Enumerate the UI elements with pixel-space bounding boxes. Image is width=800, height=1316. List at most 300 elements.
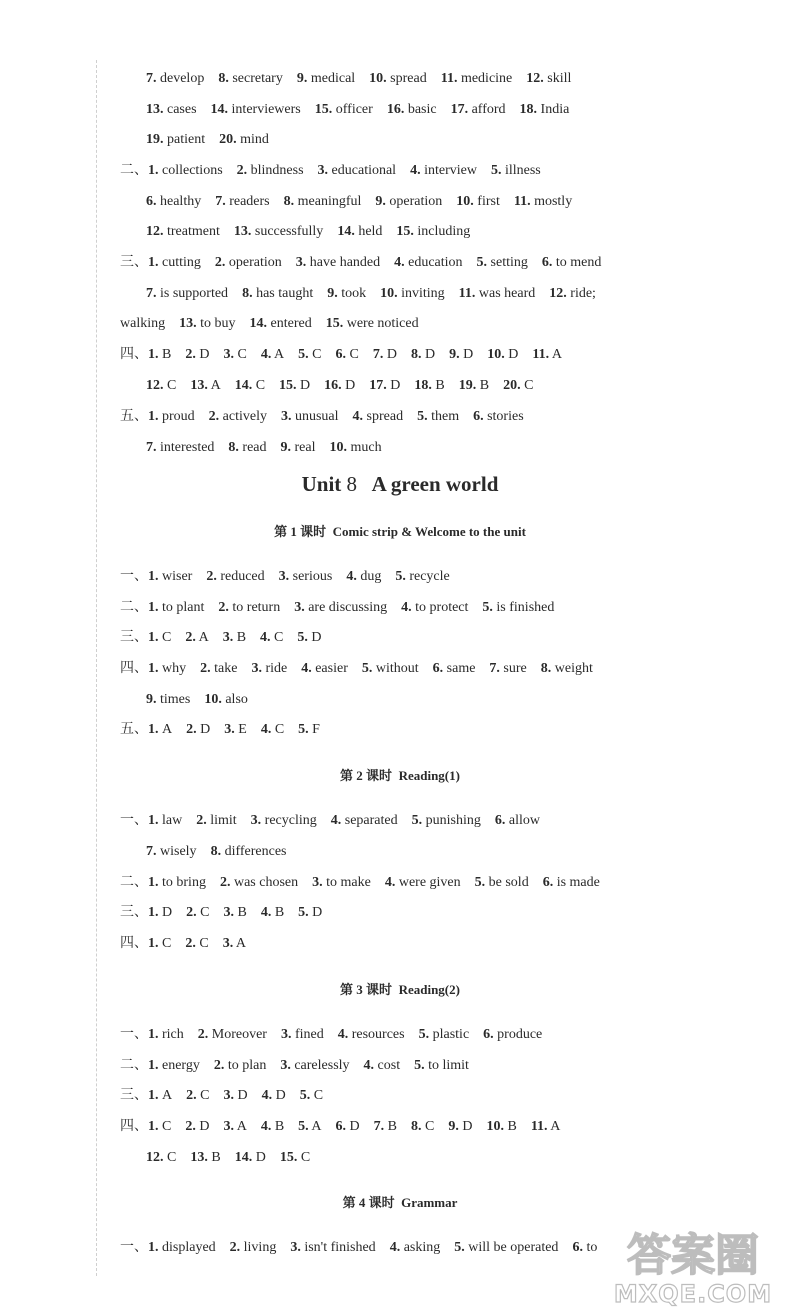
answer-text: C	[167, 378, 177, 393]
answer-item	[223, 905, 246, 920]
answer-item	[280, 1150, 310, 1165]
answer-text: C	[274, 630, 284, 645]
answer-number: 4.	[352, 409, 364, 424]
lesson-title: Reading(2)	[398, 982, 460, 997]
lesson-heading-1	[0, 522, 800, 542]
lesson-heading-4	[0, 1193, 800, 1213]
answer-number: 12.	[146, 378, 164, 393]
watermark-main-text: 答案圈	[627, 1230, 759, 1281]
answer-item	[297, 630, 321, 645]
answer-text: isn't finished	[304, 1240, 376, 1255]
answer-number: 6.	[335, 347, 347, 362]
answer-text: afford	[471, 102, 506, 117]
answer-number: 3.	[317, 163, 329, 178]
answer-number: 2.	[229, 1240, 241, 1255]
answer-text: A	[162, 722, 173, 737]
answer-item	[297, 71, 355, 86]
answer-line	[120, 719, 780, 741]
answer-item	[298, 1119, 321, 1134]
answer-line	[120, 1055, 780, 1077]
answer-text: entered	[270, 316, 312, 331]
answer-item	[223, 1119, 246, 1134]
answer-text: resources	[351, 1027, 405, 1042]
answer-text: B	[387, 1119, 397, 1134]
answer-item	[219, 132, 269, 147]
answer-text: sure	[503, 661, 527, 676]
answer-number: 7.	[146, 440, 157, 455]
answer-text: C	[313, 1088, 324, 1103]
answer-line	[120, 1085, 780, 1107]
answer-item	[346, 569, 381, 584]
answer-item	[186, 905, 209, 920]
answer-item	[419, 1027, 470, 1042]
answer-item	[148, 569, 192, 584]
answer-item	[364, 1058, 401, 1073]
answer-number: 11.	[458, 286, 476, 301]
answer-item	[414, 1058, 469, 1073]
answer-text: to	[586, 1240, 598, 1255]
answer-number: 7.	[146, 844, 157, 859]
answer-text: cases	[167, 102, 197, 117]
answer-item	[451, 102, 506, 117]
answer-item	[215, 194, 269, 209]
answer-item	[331, 813, 398, 828]
watermark-domain-text: MXQE.COM	[613, 1280, 773, 1308]
answer-text: have handed	[309, 255, 381, 270]
answer-item	[298, 905, 322, 920]
answer-text: C	[524, 378, 534, 393]
answer-text: B	[237, 905, 247, 920]
answer-item	[473, 409, 524, 424]
answer-item	[214, 1058, 267, 1073]
answer-number: 5.	[395, 569, 406, 584]
answer-number: 13.	[190, 378, 208, 393]
answer-number: 11.	[532, 347, 550, 362]
answer-text: law	[162, 813, 183, 828]
lesson-title: Reading(1)	[398, 768, 460, 783]
answer-item	[520, 102, 570, 117]
answer-number: 2.	[185, 630, 196, 645]
answer-text: ride	[265, 661, 288, 676]
answer-number: 5.	[411, 813, 423, 828]
answer-text: reduced	[220, 569, 265, 584]
answer-item	[261, 905, 284, 920]
answer-text: E	[238, 722, 247, 737]
answer-number: 2.	[185, 347, 196, 362]
answer-item	[448, 1119, 472, 1134]
answer-text: be sold	[488, 875, 529, 890]
answer-number: 9.	[375, 194, 386, 209]
answer-text: C	[237, 347, 247, 362]
answer-text: B	[507, 1119, 517, 1134]
answer-text: C	[255, 378, 266, 393]
answer-text: D	[275, 1088, 286, 1103]
answer-text: A	[311, 1119, 322, 1134]
answer-item	[211, 102, 301, 117]
answer-text: skill	[547, 71, 572, 86]
answer-text: A	[274, 347, 285, 362]
answer-line	[146, 841, 800, 863]
answer-number: 4.	[337, 1027, 349, 1042]
answer-text: C	[312, 347, 322, 362]
answer-number: 3.	[223, 1119, 234, 1134]
answer-item	[281, 440, 316, 455]
answer-number: 12.	[146, 1150, 164, 1165]
answer-text: dug	[360, 569, 382, 584]
answer-item	[526, 71, 571, 86]
answer-text: to return	[232, 600, 281, 615]
answer-number: 2.	[197, 1027, 209, 1042]
answer-item	[514, 194, 572, 209]
answer-number: 3.	[224, 722, 235, 737]
answer-number: 14.	[249, 316, 267, 331]
answer-number: 19.	[146, 132, 164, 147]
answer-item	[337, 224, 382, 239]
answer-text: spread	[390, 71, 427, 86]
answer-number: 5.	[297, 630, 308, 645]
answer-text: unusual	[294, 409, 339, 424]
answer-text: to protect	[415, 600, 469, 615]
answer-number: 7.	[489, 661, 500, 676]
answer-number: 3.	[290, 1240, 301, 1255]
answer-text: B	[274, 1119, 285, 1134]
answer-line	[146, 68, 800, 90]
answer-text: them	[431, 409, 460, 424]
answer-text: setting	[490, 255, 528, 270]
section-marker: 三、	[120, 905, 148, 920]
answer-item	[146, 378, 176, 393]
answer-item	[237, 163, 304, 178]
answer-item	[531, 1119, 561, 1134]
answer-number: 15.	[314, 102, 333, 117]
answer-item	[294, 600, 387, 615]
answer-text: cutting	[162, 255, 201, 270]
answer-item	[281, 409, 339, 424]
answer-text: B	[162, 347, 172, 362]
answer-item	[279, 569, 333, 584]
answer-item	[298, 722, 320, 737]
answer-item	[186, 722, 210, 737]
answer-number: 11.	[530, 1119, 548, 1134]
answer-number: 19.	[458, 378, 477, 393]
answer-number: 3.	[223, 1088, 234, 1103]
answer-item	[353, 409, 404, 424]
answer-number: 10.	[329, 440, 347, 455]
answer-number: 4.	[261, 1088, 273, 1103]
answer-text: medical	[310, 71, 356, 86]
section-marker: 一、	[120, 569, 148, 584]
section-marker: 四、	[120, 1119, 148, 1134]
answer-number: 1.	[148, 875, 159, 890]
answer-text: spread	[366, 409, 404, 424]
answer-item	[414, 378, 444, 393]
answer-number: 8.	[242, 286, 253, 301]
answer-item	[475, 875, 529, 890]
answer-number: 1.	[148, 255, 159, 270]
answer-item	[148, 661, 186, 676]
answer-number: 5.	[418, 1027, 430, 1042]
answer-number: 8.	[410, 347, 422, 362]
answer-text: allow	[508, 813, 540, 828]
answer-text: A	[236, 1119, 247, 1134]
answer-text: D	[424, 347, 436, 362]
answer-text: stories	[487, 409, 524, 424]
answer-item	[235, 1150, 266, 1165]
answer-number: 9.	[280, 440, 292, 455]
answer-number: 2.	[208, 409, 220, 424]
answer-number: 10.	[369, 71, 387, 86]
section-marker: 五、	[120, 409, 148, 424]
answer-line	[120, 810, 780, 832]
watermark-logo	[598, 1218, 788, 1308]
answer-item	[220, 875, 298, 890]
answer-item	[204, 692, 248, 707]
answer-item	[491, 163, 541, 178]
answer-number: 1.	[148, 569, 159, 584]
answer-item	[456, 194, 500, 209]
answer-text: to make	[326, 875, 371, 890]
answer-text: develop	[160, 71, 205, 86]
section-marker: 一、	[120, 813, 148, 828]
answer-number: 2.	[214, 255, 226, 270]
answer-number: 6.	[483, 1027, 494, 1042]
answer-item	[489, 661, 526, 676]
answer-number: 18.	[414, 378, 432, 393]
answer-number: 6.	[146, 194, 157, 209]
answer-item	[179, 316, 235, 331]
answer-item	[146, 132, 205, 147]
answer-text: collections	[162, 163, 223, 178]
answer-text: will be operated	[468, 1240, 559, 1255]
answer-line	[146, 129, 800, 151]
answer-line	[146, 191, 800, 213]
answer-text: times	[160, 692, 191, 707]
answer-text: D	[237, 1088, 248, 1103]
answer-text: healthy	[160, 194, 202, 209]
section-marker: 一、	[120, 1240, 148, 1255]
answer-number: 8.	[218, 71, 229, 86]
answer-number: 2.	[186, 1088, 197, 1103]
answer-text: D	[312, 905, 323, 920]
answer-text: A	[210, 378, 221, 393]
answer-item	[279, 378, 310, 393]
answer-line	[146, 283, 800, 305]
answer-text: to buy	[200, 316, 236, 331]
answer-number: 1.	[148, 936, 159, 951]
section-marker: 二、	[120, 600, 148, 615]
answer-text: first	[477, 194, 500, 209]
answer-number: 2.	[213, 1058, 225, 1073]
answer-number: 4.	[346, 569, 357, 584]
answer-number: 18.	[519, 102, 538, 117]
answer-number: 3.	[222, 630, 234, 645]
answer-item	[549, 286, 596, 301]
answer-number: 15.	[279, 378, 297, 393]
answer-item	[482, 600, 554, 615]
answer-number: 3.	[278, 569, 290, 584]
answer-item	[312, 875, 371, 890]
answer-number: 9.	[448, 1119, 459, 1134]
answer-text: is finished	[496, 600, 555, 615]
answer-text: serious	[292, 569, 333, 584]
answer-number: 6.	[542, 875, 554, 890]
answer-text: real	[294, 440, 316, 455]
answer-text: B	[435, 378, 445, 393]
answer-text: A	[551, 347, 562, 362]
answer-text: walking	[120, 316, 166, 331]
answer-number: 11.	[440, 71, 458, 86]
answer-item	[380, 286, 445, 301]
answer-item	[395, 569, 449, 584]
answer-number: 8.	[411, 1119, 422, 1134]
answer-number: 1.	[148, 1058, 159, 1073]
answer-line	[120, 252, 780, 274]
answer-text: wisely	[160, 844, 197, 859]
answer-number: 1.	[148, 630, 159, 645]
answer-text: Moreover	[211, 1027, 267, 1042]
unit-title	[0, 470, 800, 498]
answer-line	[120, 933, 780, 955]
answer-text: wiser	[162, 569, 193, 584]
section-marker: 五、	[120, 722, 148, 737]
answer-number: 4.	[260, 905, 272, 920]
answer-text: D	[390, 378, 401, 393]
answer-item	[148, 1058, 200, 1073]
answer-text: living	[243, 1240, 277, 1255]
answer-number: 9.	[327, 286, 338, 301]
answer-item	[235, 378, 265, 393]
answer-text: to plan	[227, 1058, 267, 1073]
answer-item	[503, 378, 533, 393]
answer-text: take	[214, 661, 238, 676]
answer-number: 3.	[280, 409, 292, 424]
answer-number: 5.	[298, 347, 309, 362]
answer-item	[215, 255, 282, 270]
answer-item	[120, 316, 165, 331]
unit-name: A green world	[371, 472, 499, 496]
answer-text: D	[199, 347, 210, 362]
answer-item	[185, 1119, 209, 1134]
answer-item	[394, 255, 462, 270]
answer-text: D	[345, 378, 356, 393]
answer-line	[120, 597, 780, 619]
answer-text: was heard	[478, 286, 536, 301]
answer-item	[541, 661, 593, 676]
answer-line	[120, 160, 780, 182]
answer-number: 6.	[473, 409, 484, 424]
section-marker: 四、	[120, 661, 148, 676]
answer-text: C	[200, 1088, 210, 1103]
answer-number: 8.	[210, 844, 222, 859]
answer-text: readers	[229, 194, 270, 209]
answer-text: D	[162, 905, 173, 920]
answer-number: 3.	[251, 661, 262, 676]
answer-number: 3.	[250, 813, 262, 828]
section-marker: 一、	[120, 1027, 148, 1042]
answer-number: 4.	[260, 347, 272, 362]
answer-item	[211, 844, 287, 859]
answer-number: 1.	[148, 661, 159, 676]
answer-number: 5.	[414, 1058, 425, 1073]
answer-line	[146, 689, 800, 711]
answer-line	[120, 566, 780, 588]
answer-text: blindness	[250, 163, 304, 178]
section-marker: 二、	[120, 875, 148, 890]
section-marker: 四、	[120, 347, 148, 362]
answer-text: same	[446, 661, 476, 676]
answer-item	[190, 1150, 220, 1165]
answer-item	[280, 1058, 349, 1073]
answer-item	[146, 844, 197, 859]
answer-number: 2.	[186, 722, 197, 737]
answer-number: 13.	[146, 102, 164, 117]
answer-item	[148, 875, 206, 890]
section-marker: 二、	[120, 1058, 148, 1073]
answer-item	[148, 163, 223, 178]
answer-text: recycle	[409, 569, 450, 584]
lesson-heading-3	[0, 980, 800, 1000]
answer-number: 3.	[223, 347, 234, 362]
answer-item	[298, 347, 321, 362]
answer-line	[120, 872, 780, 894]
answer-number: 4.	[389, 1240, 401, 1255]
answer-number: 5.	[417, 409, 428, 424]
answer-number: 3.	[280, 1027, 292, 1042]
answer-number: 8.	[283, 194, 295, 209]
answer-number: 4.	[260, 630, 271, 645]
section-marker: 二、	[120, 163, 148, 178]
answer-number: 5.	[476, 255, 488, 270]
answer-item	[234, 224, 323, 239]
answer-number: 13.	[190, 1150, 208, 1165]
answer-number: 9.	[146, 692, 157, 707]
answer-item	[146, 286, 228, 301]
answer-text: ride;	[570, 286, 596, 301]
answer-number: 10.	[380, 286, 398, 301]
answer-item	[251, 813, 317, 828]
answer-number: 17.	[450, 102, 469, 117]
answer-item	[411, 1119, 434, 1134]
answer-item	[146, 224, 220, 239]
answer-item	[218, 600, 280, 615]
answer-text: D	[300, 378, 311, 393]
answer-item	[196, 813, 236, 828]
answer-number: 14.	[234, 1150, 253, 1165]
answer-number: 17.	[369, 378, 387, 393]
answer-text: C	[425, 1119, 435, 1134]
answer-line	[120, 902, 780, 924]
answer-number: 1.	[148, 347, 159, 362]
answer-item	[250, 316, 312, 331]
answer-item	[318, 163, 397, 178]
answer-number: 1.	[148, 409, 159, 424]
answer-item	[330, 440, 382, 455]
answer-number: 13.	[179, 316, 197, 331]
lesson-code: 第 2 课时	[340, 768, 393, 783]
answer-number: 5.	[298, 722, 309, 737]
answer-text: punishing	[425, 813, 481, 828]
answer-item	[373, 347, 397, 362]
answer-text: medicine	[460, 71, 513, 86]
answer-item	[296, 255, 380, 270]
answer-item	[209, 409, 267, 424]
answer-number: 2.	[185, 1119, 196, 1134]
answer-item	[412, 813, 481, 828]
answer-line	[146, 1147, 800, 1169]
answer-text: recycling	[264, 813, 317, 828]
answer-item	[148, 630, 171, 645]
binding-margin-line	[96, 60, 97, 1276]
